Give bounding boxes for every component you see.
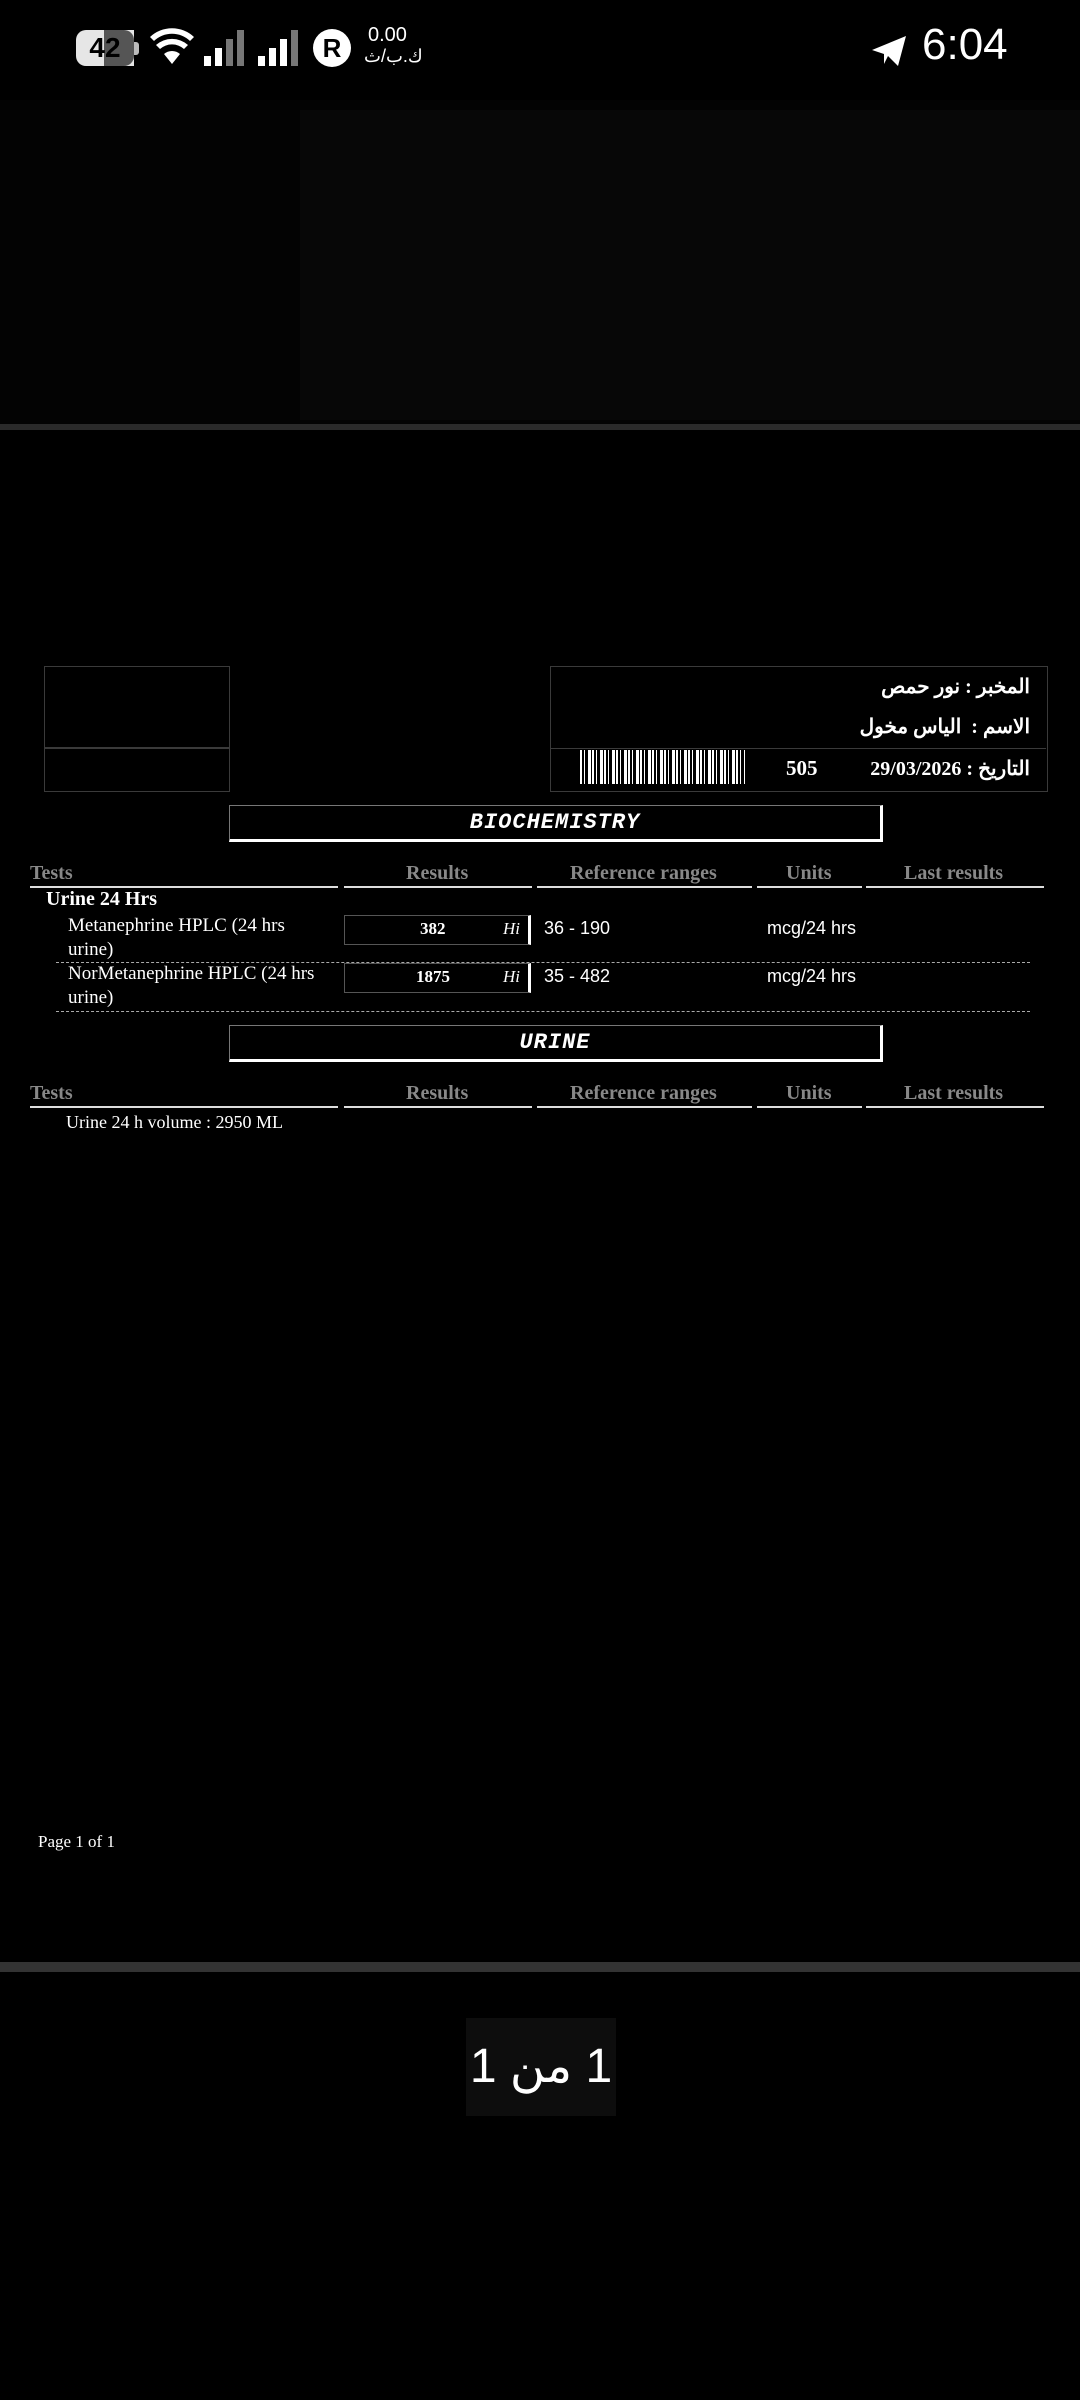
- result-flag: Hi: [503, 919, 520, 938]
- result-value: 1875: [416, 967, 450, 986]
- network-speed-value: 0.00: [368, 24, 407, 46]
- header-rule: [30, 1106, 338, 1108]
- logo-box: [44, 666, 230, 748]
- col-header-units: Units: [786, 862, 832, 884]
- reference-range: 36 - 190: [544, 918, 611, 938]
- status-bar: [0, 0, 1080, 100]
- col-header-units: Units: [786, 1082, 832, 1104]
- col-header-reference: Reference ranges: [570, 862, 717, 884]
- header-rule: [344, 886, 532, 888]
- barcode: [580, 750, 745, 784]
- section-title-urine: URINE: [229, 1025, 883, 1062]
- logo-box-lower: [44, 748, 230, 792]
- col-header-results: Results: [406, 862, 469, 884]
- group-title: Urine 24 Hrs: [46, 888, 158, 910]
- lab-value: نور حمص: [881, 676, 961, 698]
- result-value: 382: [420, 919, 446, 938]
- page-divider: [0, 1962, 1080, 1972]
- r-badge-icon: R: [313, 29, 351, 67]
- test-name: NorMetanephrine HPLC (24 hrs: [68, 963, 315, 984]
- clock: 6:04: [922, 20, 1008, 69]
- col-header-tests: Tests: [30, 862, 73, 884]
- signal-icon-sim1: [204, 30, 246, 66]
- header-rule: [537, 1106, 752, 1108]
- col-header-tests: Tests: [30, 1082, 73, 1104]
- lab-label: المخبر: [976, 676, 1030, 698]
- section-title-biochemistry: BIOCHEMISTRY: [229, 805, 883, 842]
- col-header-results: Results: [406, 1082, 469, 1104]
- name-value: الياس مخول: [859, 716, 962, 738]
- col-header-last: Last results: [904, 1082, 1004, 1104]
- wifi-icon: [150, 28, 194, 66]
- header-rule: [344, 1106, 532, 1108]
- test-name-cont: urine): [68, 987, 114, 1008]
- signal-icon-sim2: [258, 30, 300, 66]
- page-footer: Page 1 of 1: [38, 1832, 115, 1851]
- unit: mcg/24 hrs: [767, 966, 857, 986]
- page-divider: [0, 424, 1080, 430]
- unit: mcg/24 hrs: [767, 918, 857, 938]
- page-indicator[interactable]: 1 من 1: [466, 2018, 616, 2116]
- telegram-icon: [872, 36, 906, 66]
- network-speed-unit: ك.ب/ث: [364, 46, 423, 66]
- test-name: Metanephrine HPLC (24 hrs: [68, 915, 285, 936]
- test-name-cont: urine): [68, 939, 114, 960]
- patient-code: 505: [786, 756, 818, 780]
- urine-volume-note: Urine 24 h volume : 2950 ML: [66, 1112, 283, 1132]
- col-header-reference: Reference ranges: [570, 1082, 717, 1104]
- lab-field: المخبر : نور حمص: [881, 676, 1030, 698]
- battery-level: 42: [89, 32, 121, 63]
- header-rule: [757, 886, 862, 888]
- header-rule: [866, 1106, 1044, 1108]
- row-separator: [56, 1011, 1030, 1012]
- result-flag: Hi: [503, 967, 520, 986]
- date-value: 29/03/2026: [870, 758, 962, 780]
- battery-nub: [134, 42, 139, 55]
- header-rule: [866, 886, 1044, 888]
- header-rule: [537, 886, 752, 888]
- header-rule: [757, 1106, 862, 1108]
- previous-page-area: [300, 110, 1080, 420]
- date-field: التاريخ : 29/03/2026: [870, 758, 1030, 780]
- col-header-last: Last results: [904, 862, 1004, 884]
- name-field: الاسم : الياس مخول: [859, 716, 1030, 738]
- name-label: الاسم: [982, 716, 1030, 738]
- date-label: التاريخ: [978, 758, 1030, 780]
- reference-range: 35 - 482: [544, 966, 611, 986]
